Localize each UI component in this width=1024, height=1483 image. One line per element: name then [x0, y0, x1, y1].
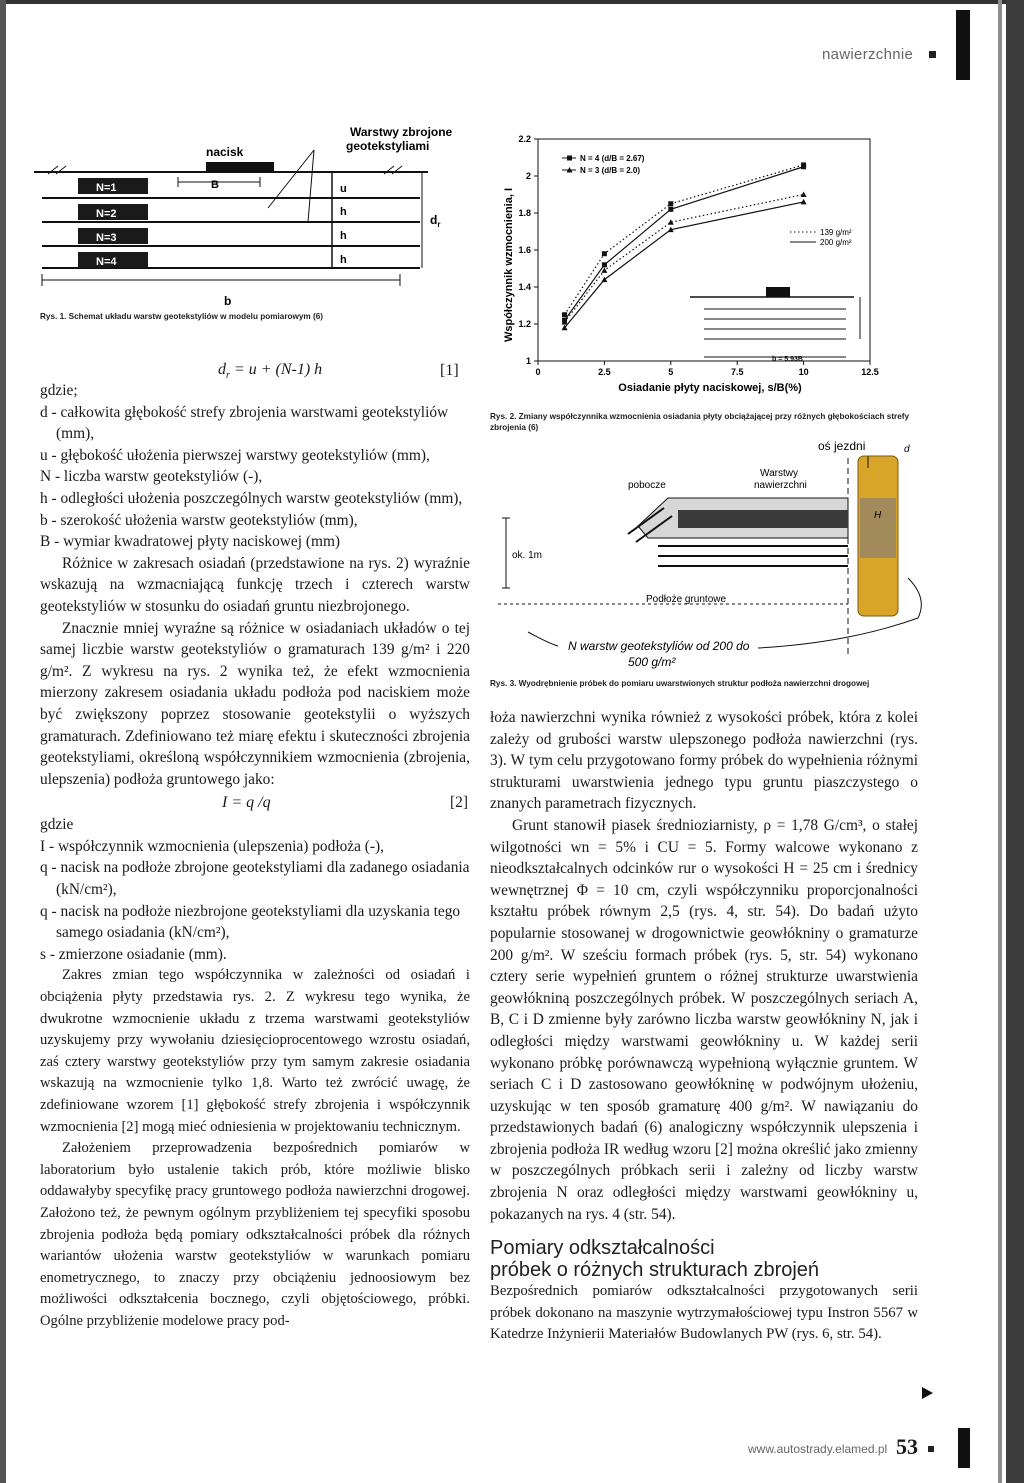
label-warstwy-zbrojone: Warstwy zbrojone: [350, 125, 453, 139]
section-heading: [490, 1237, 918, 1281]
line-legend-label: 139 g/m²: [820, 228, 852, 237]
x-tick-label: 10: [798, 367, 809, 377]
formula-2: I = q /q: [222, 794, 271, 812]
y-tick-label: 2.2: [518, 134, 531, 144]
heading-line-1: Pomiary odkształcalności: [490, 1237, 715, 1260]
label-ok-1m: ok. 1m: [512, 550, 543, 561]
dim-B: B: [211, 179, 219, 191]
data-point: [562, 312, 567, 317]
data-point: [801, 162, 806, 167]
page-number: 53: [896, 1434, 918, 1459]
y-tick-label: 1.2: [518, 319, 531, 329]
label-nawierzchni: nawierzchni: [754, 480, 807, 491]
label-geotekstyliami: geotekstyliami: [346, 139, 430, 153]
data-point: [668, 201, 673, 206]
y-axis-label: Współczynnik wzmocnienia, I: [503, 187, 515, 343]
dim-h-2: h: [340, 230, 347, 242]
heading-line-2: próbek o różnych strukturach zbrojeń: [490, 1259, 820, 1282]
def-B: B - wymiar kwadratowej płyty naciskowej (mm): [40, 533, 341, 551]
right-paragraph-2: Grunt stanowił piasek średnioziarnisty, ρ = 1,78 G/cm³, o stałej wilgotności wn = 5% i CU = 5. Formy walcowe wykonano z nieodkształcalnych odcinków rur o wysokości H = 25 cm i średnicy wewnętrznej Φ = 10 cm, czyli współczynniku proporcjonalności kształtu próbek równym 2,5 (rys. 4, str. 54). Do badań użyto popularnie stosowanej w drogownictwie geowłókniny o gramaturze 200 g/m². W sześciu formach próbek (rys. 5, str. 54) wykonano cztery serie wypełnień gruntem o różnej strukturze uwarstwienia geowłókniną poszczególnych próbek. W poszczególnych seriach A, B, C i D zmienne były zarówno liczba warstw geowłókniny N, jak i odległości między warstwami geowłókniny u. W każdej serii wykonano próbkę porównawczą wypełnioną wyłącznie gruntem. W seriach C i D zastosowano geowłókninę w podwójnym ułożeniu, uzyskując w ten sposób gramaturę 400 g/m². W nawiązaniu do przedstawionych badań (6) analogiczny współczynnik ulepszenia i zbrojenia podłoża IR według wzoru [2] można określić jako zmienny w poszczególnych próbkach serii i zależny od liczby warstw zbrojenia N oraz odległości między warstwami geowłókniny u, pokazanych na rys. 4 (str. 54).: [490, 816, 918, 1223]
footer-url: www.autostrady.elamed.pl: [748, 1442, 888, 1456]
right-edge-thin: [998, 0, 1002, 1483]
right-paragraph-1: łoża nawierzchni wynika również z wysokości próbek, która z kolei zależy od grubości warstw ulepszonego podłoża nawierzchni (rys. 3). W tym celu przygotowano formy próbek do wypełnienia różnymi strukturami uwarstwienia jednego typu gruntu piaszczystego o znanych parametrach fizycznych.: [490, 709, 918, 813]
label-gramatura: 500 g/m²: [628, 655, 676, 669]
layer-label-1: N=1: [96, 182, 117, 194]
figure-1-caption: Rys. 1. Schemat układu warstw geotekstyliów w modelu pomiarowym (6): [40, 312, 323, 321]
def-qr: q - nacisk na podłoże zbrojone geotekstyliami dla zadanego osiadania (kN/cm²),: [40, 859, 470, 899]
paragraph-3: Zakres zmian tego współczynnika w zależności od osiadań i obciążenia płyty przedstawia rys. 2. Z wykresu tego wynika, że dwukrotne wzmocnienie układu z trzema warstwami geotekstyliów uzyskujemy przy wywołaniu dziesięcioprocentowego wzrostu osiadań, zaś cztery warstwy geotekstyliów przy tym samym zakresie osiadania wskazują na wzmocnienie tylko 1,8. Warto też zwrócić uwagę, że zdefiniowane wzorem [1] głębokość strefy zbrojenia i współczynnik wzmocnienia [2] mogą mieć odniesienia w projektowaniu technicznym.: [40, 967, 470, 1135]
header-marker: [929, 51, 936, 58]
label-n-warstw: N warstw geotekstyliów od 200 do: [568, 639, 750, 653]
paragraph-1: Różnice w zakresach osiadań (przedstawione na rys. 2) wyraźnie wskazują na wzmacniającą funkcję trzech i czterech warstw geotekstyliów w stosunku do osiadań gruntu niezbrojonego.: [40, 554, 470, 615]
label-nacisk: nacisk: [206, 145, 244, 159]
figure-3-caption: Rys. 3. Wyodrębnienie próbek do pomiaru uwarstwionych struktur podłoża nawierzchni drogowej: [490, 679, 870, 688]
gdzie-2: gdzie: [40, 816, 74, 834]
right-paragraph-3: Bezpośrednich pomiarów odkształcalności przygotowanych serii próbek dokonano na maszynie wytrzymałościowej typu Instron 5567 w Katedrze Inżynierii Materiałów Budowlanych PW (rys. 6, str. 54).: [490, 1283, 918, 1343]
label-warstwy: Warstwy: [760, 468, 798, 479]
formula-1-number: [1]: [440, 362, 459, 379]
figure-2-chart: [490, 125, 890, 397]
dim-dr: $d_r$: [430, 213, 441, 229]
data-point: [801, 199, 807, 205]
dim-u: u: [340, 183, 347, 195]
def-s: s - zmierzone osiadanie (mm).: [40, 945, 227, 963]
header-tab: [956, 10, 970, 80]
x-tick-label: 2.5: [598, 367, 611, 377]
left-column: [40, 380, 470, 1333]
figure-2-caption: Rys. 2. Zmiany współczynnika wzmocnienia osiadania płyty obciążającej przy różnych głębokościach strefy zbrojenia (6): [490, 412, 910, 432]
right-edge: [1006, 0, 1024, 1483]
data-point: [602, 251, 607, 256]
label-pobocze: pobocze: [628, 480, 666, 491]
layer-label-2: N=2: [96, 208, 117, 220]
paragraph-2: Znacznie mniej wyraźne są różnice w osiadaniach układów o tej samej liczbie warstw geotekstyliów o gramaturach 139 g/m² i 220 g/m². Z wykresu na rys. 2 wynika też, że efekt wzmocnienia mierzony zakresem osiadania układu podłoża pod naciskiem może być zwiększony poprzez stosowanie geotekstylii o wyższych gramaturach. Zdefiniowano też miarę efektu i skuteczności zbrojenia geotekstyliami, określoną współczynnikiem wzmocnienia (zbrojenia, ulepszenia) podłoża gruntowego jako:: [40, 619, 470, 788]
data-point: [602, 262, 607, 267]
label-H: H: [874, 510, 882, 521]
def-b: b - szerokość ułożenia warstw geotekstyliów (mm),: [40, 511, 358, 529]
legend-label: N = 4 (d/B = 2.67): [580, 154, 645, 163]
y-tick-label: 1.6: [518, 245, 531, 255]
def-dr: d - całkowita głębokość strefy zbrojenia warstwami geotekstyliów (mm),: [40, 403, 449, 443]
gdzie-1: gdzie;: [40, 382, 78, 399]
x-tick-label: 12.5: [861, 367, 879, 377]
x-tick-label: 5: [668, 367, 674, 377]
def-If: I - współczynnik wzmocnienia (ulepszenia) podłoża (-),: [40, 837, 385, 855]
x-tick-label: 7.5: [730, 367, 744, 377]
right-column: [490, 707, 918, 1346]
data-point: [668, 207, 673, 212]
top-border: [0, 0, 1024, 4]
series-line: [565, 195, 804, 323]
figure-1-diagram: [28, 120, 468, 320]
def-u: u - głębokość ułożenia pierwszej warstwy geotekstyliów (mm),: [40, 446, 430, 464]
dim-b: b: [224, 294, 232, 308]
def-q0: q - nacisk na podłoże niezbrojone geotekstyliami dla uzyskania tego samego osiadania (kN/cm²),: [40, 902, 461, 942]
x-tick-label: 0: [535, 367, 541, 377]
footer-marker: [928, 1446, 934, 1452]
y-tick-label: 1: [525, 356, 531, 366]
dim-h-3: h: [340, 254, 347, 266]
y-tick-label: 1.8: [518, 208, 531, 218]
inset-label: b = 5.93B: [772, 356, 803, 363]
inset-plate: [766, 287, 790, 297]
data-point: [801, 192, 807, 198]
formula-1: $d_r = u + (N-1)$ h: [218, 361, 323, 382]
layer-label-4: N=4: [96, 256, 117, 268]
x-axis-label: Osiadanie płyty naciskowej, s/B(%): [618, 382, 802, 394]
formula-2-number: [2]: [450, 794, 468, 812]
def-N: N - liczba warstw geotekstyliów (-),: [40, 468, 263, 486]
def-h: h - odległości ułożenia poszczególnych warstw geotekstyliów (mm),: [40, 489, 463, 507]
legend-marker: [567, 156, 572, 161]
continue-arrow-icon: [922, 1387, 933, 1399]
label-os-jezdni: oś jezdni: [818, 439, 866, 453]
footer-tab: [958, 1428, 970, 1468]
label-podloze: Podłoże gruntowe: [646, 594, 727, 605]
figure-3-diagram: [488, 438, 928, 673]
y-tick-label: 2: [525, 171, 531, 181]
left-edge: [0, 0, 6, 1483]
layer-label-3: N=3: [96, 232, 117, 244]
line-legend-label: 200 g/m²: [820, 238, 852, 247]
label-d: d: [904, 444, 910, 455]
y-tick-label: 1.4: [518, 282, 531, 292]
pressure-plate: [206, 162, 274, 172]
paragraph-4: Założeniem przeprowadzenia bezpośrednich pomiarów w laboratorium było ustalenie takich prób, które możliwie blisko oddawałyby specyfikę pracy gruntowego podłoża nawierzchni drogowej. Założono też, że pewnym ogólnym przybliżeniem tej specyfiki sposobu zbrojenia podłoża będą pomiary odkształcalności próbek dla różnych wariantów ułożenia warstw geotekstyliów w warunkach pomiaru enometrycznego, to znaczy przy obciążeniu jednoosiowym bez możliwości odkształcenia bocznego, czyli objętościowego, próbki. Ogólne przybliżenie modelowe pracy pod-: [40, 1140, 470, 1329]
legend-label: N = 3 (d/B = 2.0): [580, 166, 641, 175]
section-header: nawierzchnie: [822, 46, 914, 63]
dim-h-1: h: [340, 206, 347, 218]
